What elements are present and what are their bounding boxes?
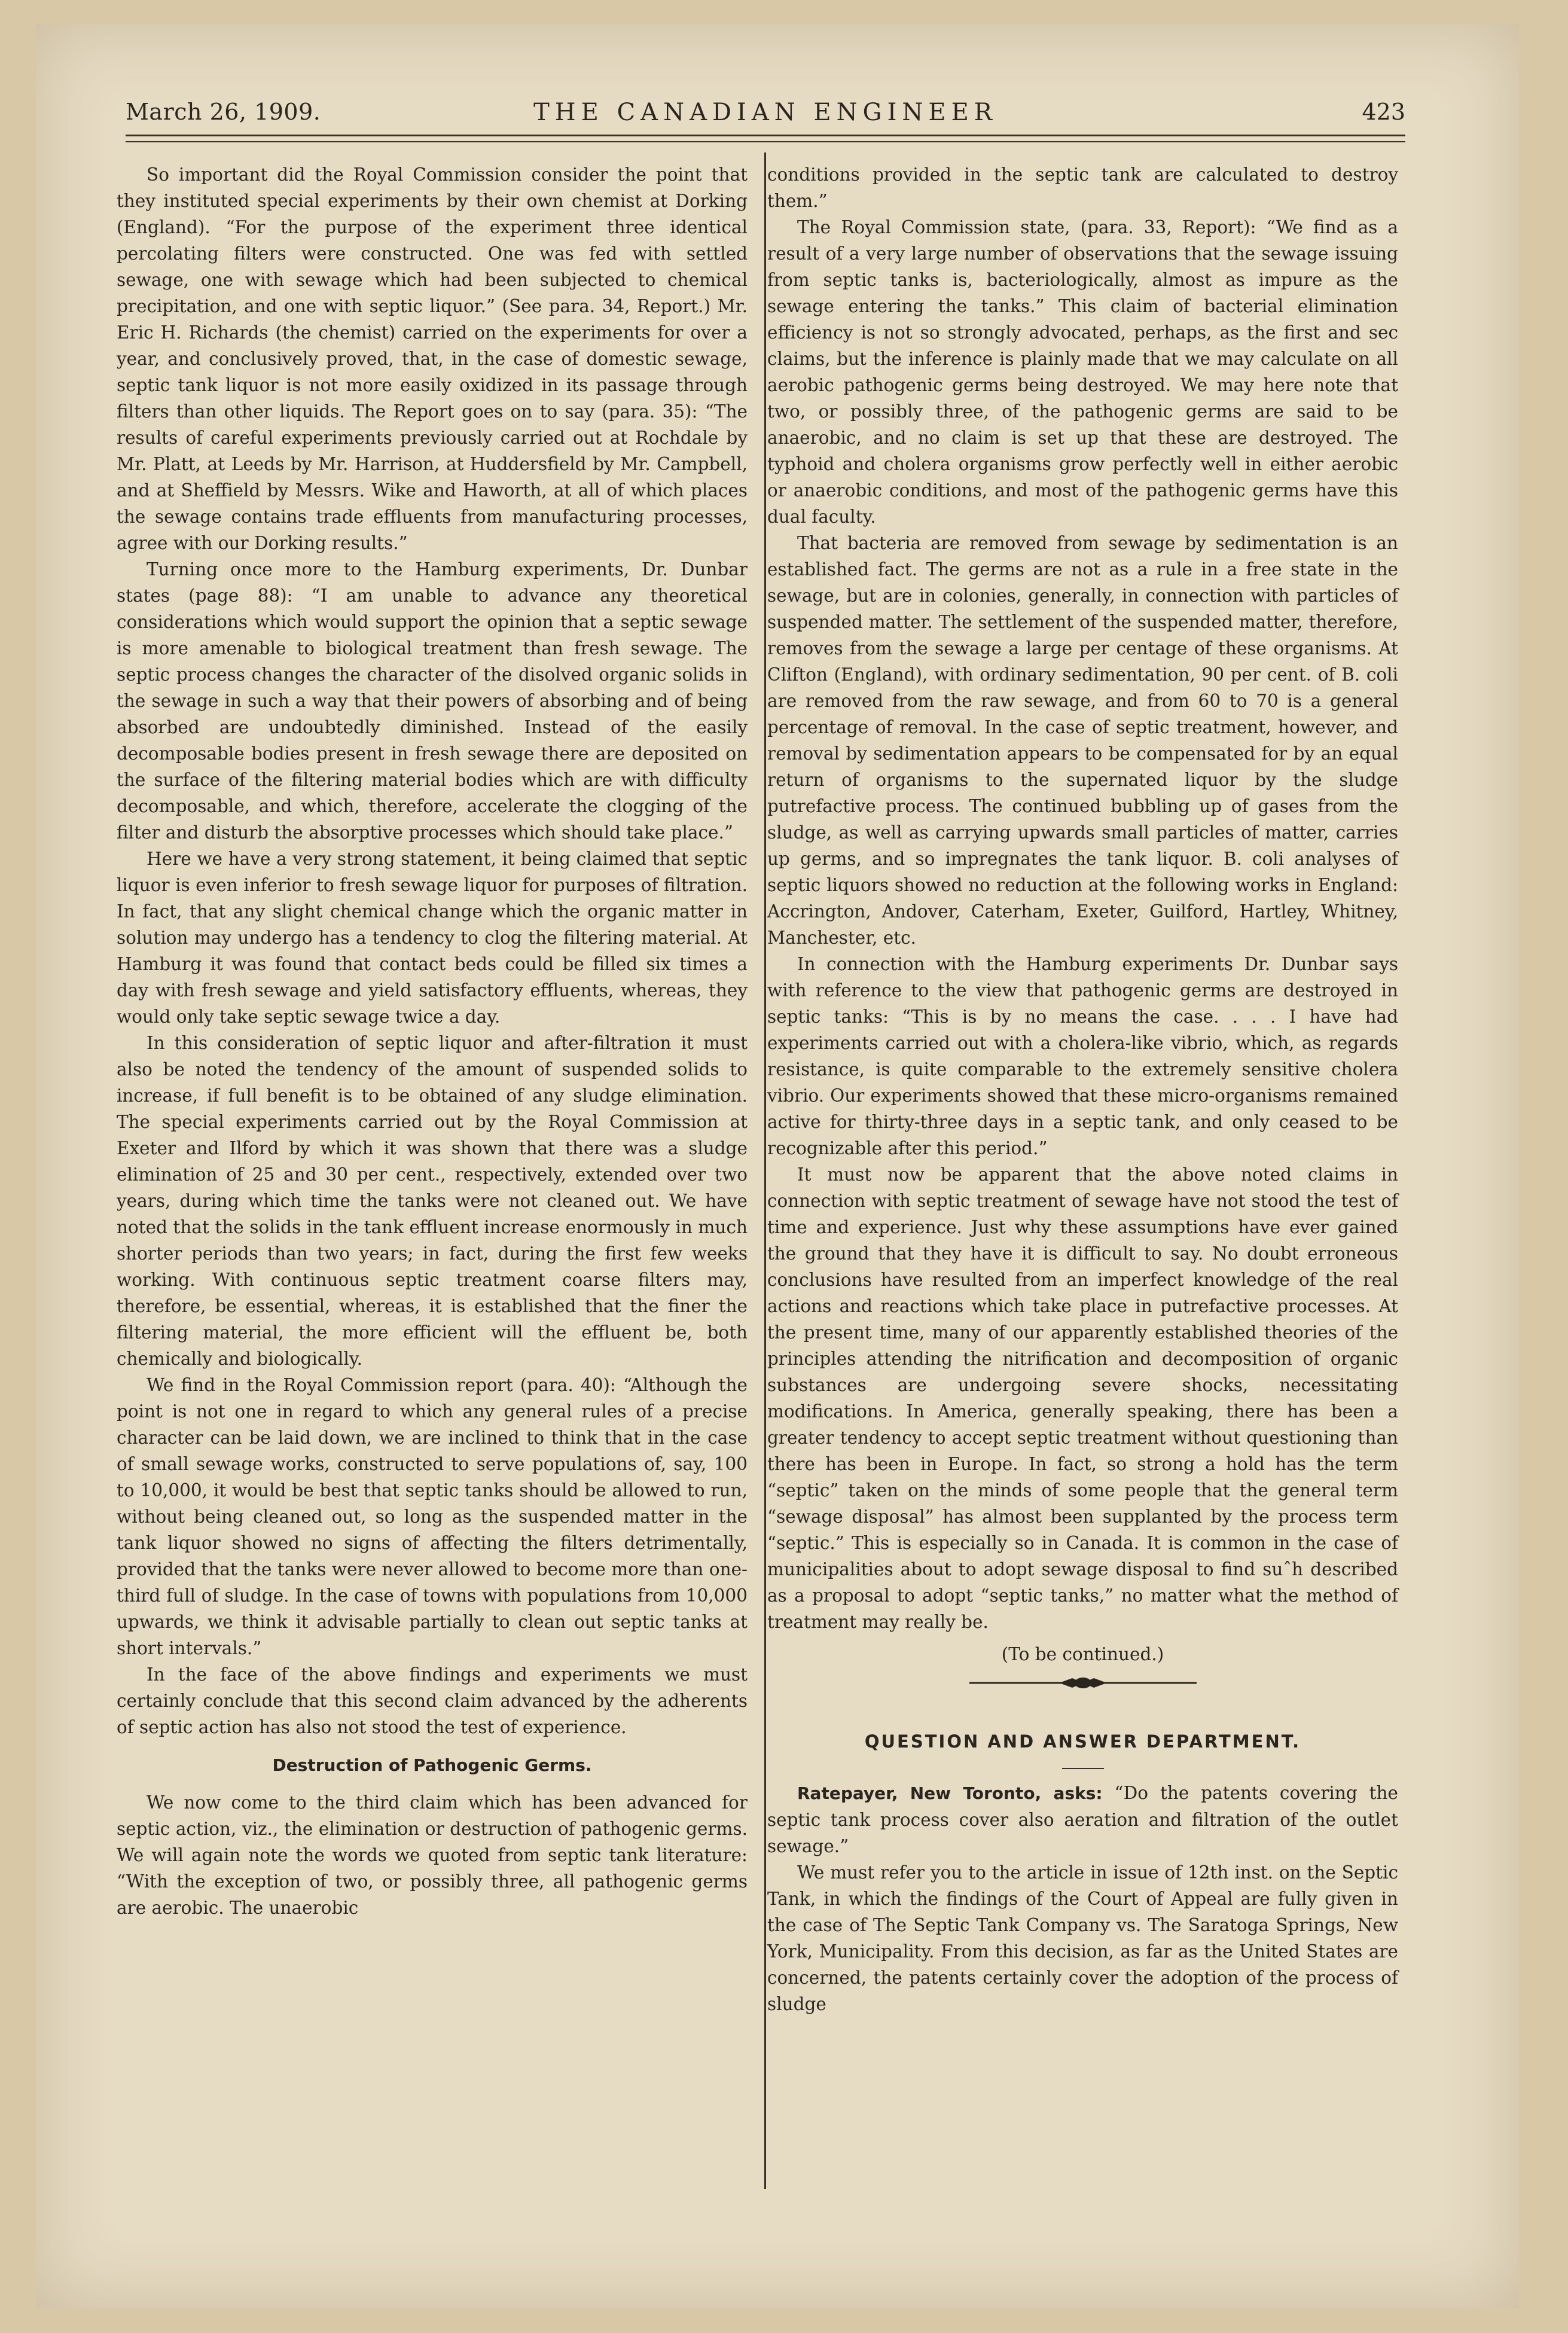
page-number: 423 (1362, 99, 1405, 125)
paragraph: We find in the Royal Commission report (para. 40): “Although the point is not one in regard to which any general rules of a precise character can be laid down, we are inclined to think that in the case of small sewage works, constructed to serve populations of, say, 100 to 10,000, it would be best that septic tanks should be allowed to run, without being cleaned out, so long as the suspended matter in the tank liquor showed no signs of affecting the filters detrimentally, provided that the tanks were never allowed to become more than one-third full of sludge. In the case of towns with populations from 10,000 upwards, we think it advisable partially to clean out septic tanks at short intervals.” (117, 1375, 748, 1658)
qa-question-text: “Do the patents covering the septic tank process cover also aeration and filtration of the outlet sewage.” (767, 1783, 1398, 1856)
right-column (767, 161, 1398, 2017)
paragraph: Here we have a very strong statement, it being claimed that septic liquor is even inferior to fresh sewage liquor for purposes of filtration. In fact, that any slight chemical change which the organic matter in solution may undergo has a tendency to clog the filtering material. At Hamburg it was found that contact beds could be filled six times a day with fresh sewage and yield satisfactory effluents, whereas, they would only take septic sewage twice a day. (117, 849, 748, 1027)
column-divider (764, 153, 766, 2189)
publication-title: THE CANADIAN ENGINEER (533, 99, 997, 126)
paragraph: conditions provided in the septic tank are calculated to destroy them.” (767, 164, 1398, 211)
paragraph: In connection with the Hamburg experiments Dr. Dunbar says with reference to the view that pathogenic germs are destroyed in septic tanks: “This is by no means the case. . . . I have had experiments carried out with a cholera-like vibrio, which, as regards resistance, is quite comparable to the extremely sensitive cholera vibrio. Our experiments showed that these micro-organisms remained active for thirty-three days in a septic tank, and only ceased to be recognizable after this period.” (767, 954, 1398, 1158)
header-rule-bottom (126, 141, 1405, 142)
subheading: Destruction of Pathogenic Germs. (272, 1755, 592, 1775)
paragraph: In this consideration of septic liquor and after-filtration it must also be noted the tendency of the amount of suspended solids to increase, if full benefit is to be obtained of any sludge elimination. The special experiments carried out by the Royal Commission at Exeter and Ilford by which it was shown that there was a sludge elimination of 25 and 30 per cent., respectively, extended over two years, during which time the tanks were not cleaned out. We have noted that the solids in the tank effluent increase enormously in much shorter periods than two years; in fact, during the first few weeks working. With continuous septic treatment coarse filters may, therefore, be essential, whereas, it is established that the finer the filtering material, the more efficient will the effluent be, both chemically and biologically. (117, 1033, 748, 1369)
ornament-divider-icon (767, 1671, 1398, 1707)
continued-note: (To be continued.) (1001, 1644, 1164, 1664)
paragraph: Turning once more to the Hamburg experiments, Dr. Dunbar states (page 88): “I am unable to advance any theoretical considerations which would support the opinion that a septic sewage is more amenable to biological treatment than fresh sewage. The septic process changes the character of the disolved organic solids in the sewage in such a way that their powers of absorbing and of being absorbed are undoubtedly diminished. Instead of the easily decomposable bodies present in fresh sewage there are deposited on the surface of the filtering material bodies which are with difficulty decomposable, and which, therefore, accelerate the clogging of the filter and disturb the absorptive processes which should take place.” (117, 559, 748, 843)
section-heading: QUESTION AND ANSWER DEPARTMENT. (864, 1731, 1301, 1752)
qa-question (767, 1780, 1398, 1859)
short-rule (1062, 1768, 1104, 1769)
paragraph: In the face of the above findings and experiments we must certainly conclude that this second claim advanced by the adherents of septic action has also not stood the test of experience. (117, 1664, 748, 1737)
paragraph: We now come to the third claim which has been advanced for septic action, viz., the elimination or destruction of pathogenic germs. We will again note the words we quoted from septic tank literature: “With the exception of two, or possibly three, all pathogenic germs are aerobic. The unaerobic (117, 1792, 748, 1918)
paragraph: So important did the Royal Commission consider the point that they instituted special experiments by their own chemist at Dorking (England). “For the purpose of the experiment three identical percolating filters were constructed. One was fed with settled sewage, one with sewage which had been subjected to chemical precipitation, and one with septic liquor.” (See para. 34, Report.) Mr. Eric H. Richards (the chemist) carried on the experiments for over a year, and conclusively proved, that, in the case of domestic sewage, septic tank liquor is not more easily oxidized in its passage through filters than other liquids. The Report goes on to say (para. 35): “The results of careful experiments previously carried out at Rochdale by Mr. Platt, at Leeds by Mr. Harrison, at Huddersfield by Mr. Campbell, and at Sheffield by Messrs. Wike and Haworth, at all of which places the sewage contains trade effluents from manufacturing processes, agree with our Dorking results.” (117, 164, 748, 553)
paragraph: That bacteria are removed from sewage by sedimentation is an established fact. The germs are not as a rule in a free state in the sewage, but are in colonies, generally, in connection with particles of suspended matter. The settlement of the suspended matter, therefore, removes from the sewage a large per centage of these organisms. At Clifton (England), with ordinary sedimentation, 90 per cent. of B. coli are removed from the raw sewage, and from 60 to 70 is a general percentage of removal. In the case of septic treatment, however, and removal by sedimentation appears to be compensated for by an equal return of organisms to the supernated liquor by the sludge putrefactive process. The continued bubbling up of gases from the sludge, as well as carrying upwards small particles of matter, carries up germs, and so impregnates the tank liquor. B. coli analyses of septic liquors showed no reduction at the following works in England: Accrington, Andover, Caterham, Exeter, Guilford, Hartley, Whitney, Manchester, etc. (767, 533, 1398, 948)
qa-asker: Ratepayer, New Toronto, asks: (797, 1783, 1103, 1803)
paragraph: It must now be apparent that the above noted claims in connection with septic treatment of sewage have not stood the test of time and experience. Just why these assumptions have ever gained the ground that they have it is difficult to say. No doubt erroneous conclusions have resulted from an imperfect knowledge of the real actions and reactions which take place in putrefactive processes. At the present time, many of our apparently established theories of the principles attending the nitrification and decomposition of organic substances are undergoing severe shocks, necessitating modifications. In America, generally speaking, there has been a greater tendency to accept septic treatment without questioning than there has been in Europe. In fact, so strong a hold has the term “septic” taken on the minds of some people that the general term “sewage disposal” has almost been supplanted by the process term “septic.” This is especially so in Canada. It is common in the case of municipalities about to adopt sewage disposal to find suˆh described as a proposal to adopt “septic tanks,” no matter what the method of treatment may really be. (767, 1164, 1398, 1632)
left-column (117, 161, 748, 1921)
paragraph: The Royal Commission state, (para. 33, Report): “We find as a result of a very large number of observations that the sewage issuing from septic tanks is, bacteriologically, almost as impure as the sewage entering the tanks.” This claim of bacterial elimination efficiency is not so strongly advocated, perhaps, as the first and sec claims, but the inference is plainly made that we may calculate on all aerobic pathogenic germs being destroyed. We may here note that two, or possibly three, of the pathogenic germs are said to be anaerobic, and no claim is set up that these are destroyed. The typhoid and cholera organisms grow perfectly well in either aerobic or anaerobic conditions, and most of the pathogenic germs have this dual faculty. (767, 217, 1398, 527)
qa-answer: We must refer you to the article in issue of 12th inst. on the Septic Tank, in which the findings of the Court of Appeal are fully given in the case of The Septic Tank Company vs. The Saratoga Springs, New York, Municipality. From this decision, as far as the United States are concerned, the patents certainly cover the adoption of the process of sludge (767, 1862, 1398, 2014)
issue-date: March 26, 1909. (126, 99, 321, 125)
header-rule-top (126, 135, 1405, 136)
